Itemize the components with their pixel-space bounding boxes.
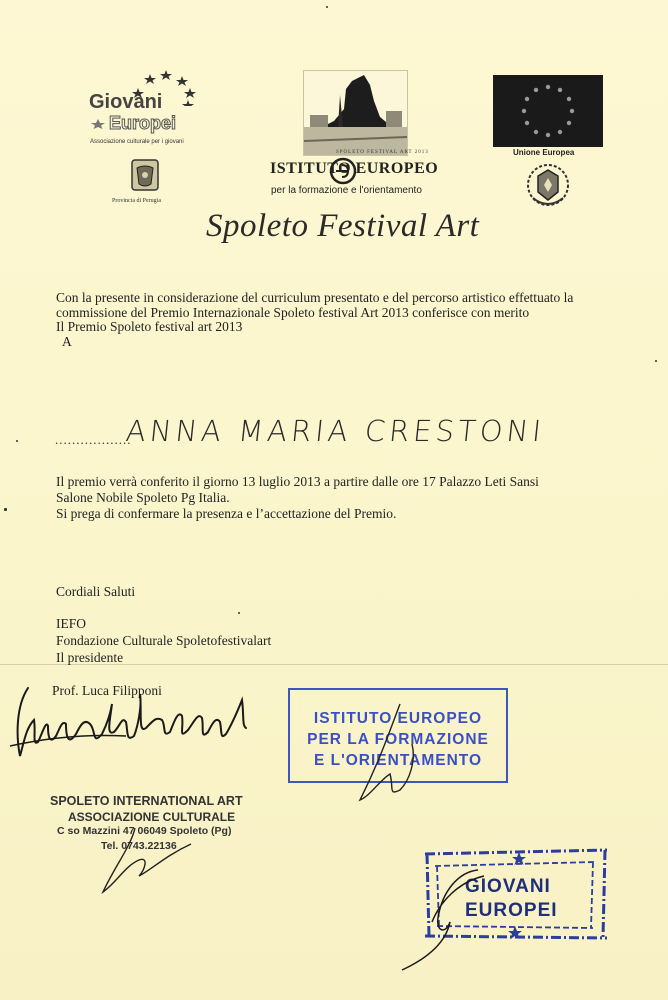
giovani-stamp-signature [398,862,488,972]
intro-line-2: commissione del Premio Internazionale Spoleto festival Art 2013 conferisce con merito [56,305,530,320]
giovani-stamp-line-2: EUROPEI [465,900,558,921]
paper-speck [655,360,657,362]
giovani-logo-subtitle: Associazione culturale per i giovani [90,139,184,145]
giovani-logo-line2: Europei [109,113,177,133]
paper-speck [238,612,240,614]
giovani-stamp-line-1: GIOVANI [465,876,551,897]
stamp-overlay-signature [340,700,450,810]
star-icon [90,119,106,129]
details-line-2: Salone Nobile Spoleto Pg Italia. [56,490,230,505]
intro-line-4: A [62,334,72,349]
eu-flag-icon [493,75,603,147]
eu-label: Unione Europea [513,148,575,157]
istituto-stamp-line-1: ISTITUTO EUROPEO [313,710,483,727]
president-name: Prof. Luca Filipponi [52,683,162,698]
details-line-3: Si prega di confermare la presenza e l’accettazione del Premio. [56,506,397,521]
recipient-dotted-line: .................. [55,432,132,447]
page-title: Spoleto Festival Art [206,208,480,244]
details-line-1: Il premio verrà conferito il giorno 13 luglio 2013 a partire dalle ore 17 Palazzo Leti Sansi [56,474,539,489]
spoleto-stamp-line-4: Tel. 0743.22136 [101,840,177,852]
spoleto-stamp-line-2: ASSOCIAZIONE CULTURALE [68,810,236,824]
istituto-subtitle: per la formazione e l'orientamento [271,185,422,196]
provincia-crest-icon [130,158,160,194]
recipient-name: ANNA MARIA CRESTONI [124,414,547,448]
istituto-photo-caption: SPOLETO FESTIVAL ART 2013 [336,150,429,155]
president-signature [6,676,256,768]
spoleto-stamp-signature [95,826,195,896]
paper-speck [4,508,7,511]
closing-role: Il presidente [56,650,124,665]
spoleto-stamp-line-1: SPOLETO INTERNATIONAL ART [50,794,243,808]
giovani-logo-line1: Giovani [89,91,163,113]
closing-salutation: Cordiali Saluti [56,584,136,599]
istituto-photo [303,70,408,156]
spoleto-sculpture-icon [304,71,407,155]
spoleto-stamp-line-3: C so Mazzini 47 06049 Spoleto (Pg) [57,825,232,837]
closing-org-2: Fondazione Culturale Spoletofestivalart [56,633,272,648]
istituto-stamp-line-2: PER LA FORMAZIONE [307,731,489,748]
paper-speck [326,6,328,8]
italian-emblem-icon [525,160,571,210]
istituto-title: ISTITUTO EUROPEO [270,160,439,177]
intro-line-1: Con la presente in considerazione del curriculum presentato e del percorso artistico effettuato la [56,290,574,305]
intro-line-3: Il Premio Spoleto festival art 2013 [56,319,243,334]
provincia-label: Provincia di Perugia [112,198,161,204]
istituto-stamp-line-3: E L'ORIENTAMENTO [313,752,483,769]
closing-org-1: IEFO [56,616,86,631]
paper-speck [16,440,18,442]
